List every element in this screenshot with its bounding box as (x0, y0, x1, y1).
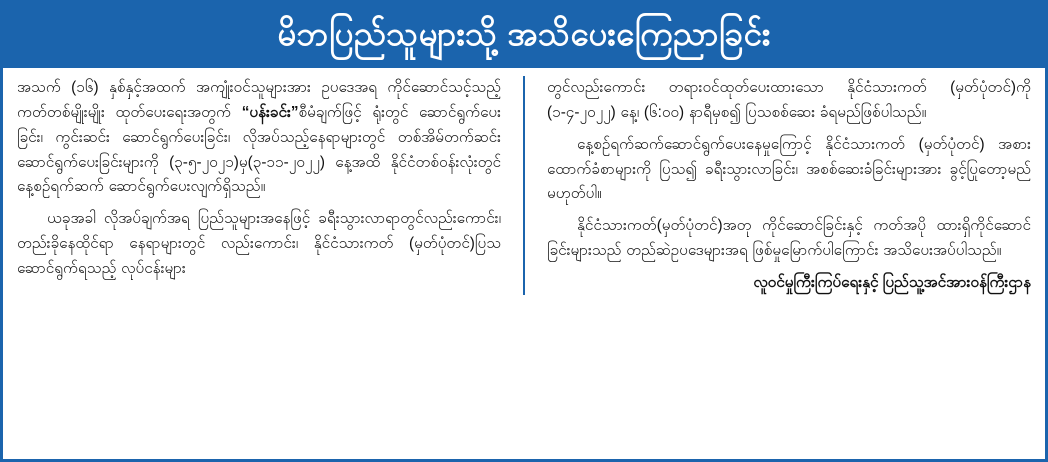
paragraph-text: အသက် (၁၆) နှစ်နှင့်အထက် အကျုံးဝင်သူများအား ဥပဒေအရ ကိုင်ဆောင်သင့်သည့် ကတ်တစ်မျိုးမျိုး ထုတ်ပေးရေးအတွက် (17, 79, 501, 122)
right-column (547, 76, 1031, 295)
paragraph-text: ယခုအခါ လိုအပ်ချက်အရ ပြည်သူများအနေဖြင့် ခရီးသွားလာရာတွင်လည်းကောင်း၊ တည်းခိုနေထိုင်ရာ နေရာများတွင် လည်းကောင်း၊ နိုင်ငံသားကတ် (မှတ်ပုံတင်)ပြသဆောင်ရွက်ရသည့် လုပ်ငန်းများ (17, 210, 501, 277)
column-divider (523, 76, 525, 295)
paragraph (17, 76, 501, 200)
paragraph-text: နေ့စဉ်ရက်ဆက်ဆောင်ရွက်ပေးနေမှုကြောင့် နိုင်ငံသားကတ် (မှတ်ပုံတင်) အစား ထောက်ခံစာများကို ပြသ၍ ခရီးသွားလာခြင်း၊ အစစ်ဆေးခံခြင်းများအား ခွင့်ပြုတော့မည်မဟုတ်ပါ။ (547, 135, 1031, 203)
program-name-emphasis: “ပန်းခင်း” (241, 104, 299, 122)
left-column (17, 76, 501, 295)
document-body (3, 68, 1045, 305)
document-header (3, 3, 1045, 68)
paragraph-text: တွင်လည်းကောင်း တရားဝင်ထုတ်ပေးထားသော နိုင်ငံသားကတ် (မှတ်ပုံတင်)ကို (၁-၄-၂၀၂၂) နေ့၊ (၆:၀၀) နာရီမှစ၍ ပြသစစ်ဆေး ခံရမည်ဖြစ်ပါသည်။ (547, 79, 1031, 122)
page-title: မိဘပြည်သူများသို့ အသိပေးကြေညာခြင်း (277, 15, 771, 52)
paragraph-text-cont: စီမံချက်ဖြင့် ရုံးတွင် ဆောင်ရွက်ပေးခြင်း၊ ကွင်းဆင်း ဆောင်ရွက်ပေးခြင်း၊ လိုအပ်သည့်နေရာများတွင် တစ်အိမ်တက်ဆင်း ဆောင်ရွက်ပေးခြင်းများကို (၃-၅-၂၀၂၁)မှ(၃-၁၁-၂၀၂၂) နေ့အထိ နိုင်ငံတစ်ဝန်းလုံးတွင် နေ့စဉ်ရက်ဆက် ဆောင်ရွက်ပေးလျက်ရှိသည်။ (17, 104, 501, 196)
paragraph (547, 76, 1031, 126)
paragraph (17, 207, 501, 281)
issuing-authority: လူဝင်မှုကြီးကြပ်ရေးနှင့် ပြည်သူ့အင်အားဝန်ကြီးဌာန (753, 273, 1031, 291)
paragraph (547, 133, 1031, 207)
paragraph (547, 214, 1031, 264)
paragraph-text: နိုင်ငံသားကတ်(မှတ်ပုံတင်)အတု ကိုင်ဆောင်ခြင်းနှင့် ကတ်အပို ထားရှိကိုင်ဆောင်ခြင်းများသည် တည်ဆဲဥပဒေများအရ ဖြစ်မှုမြောက်ပါကြောင်း အသိပေးအပ်ပါသည်။ (547, 217, 1031, 259)
